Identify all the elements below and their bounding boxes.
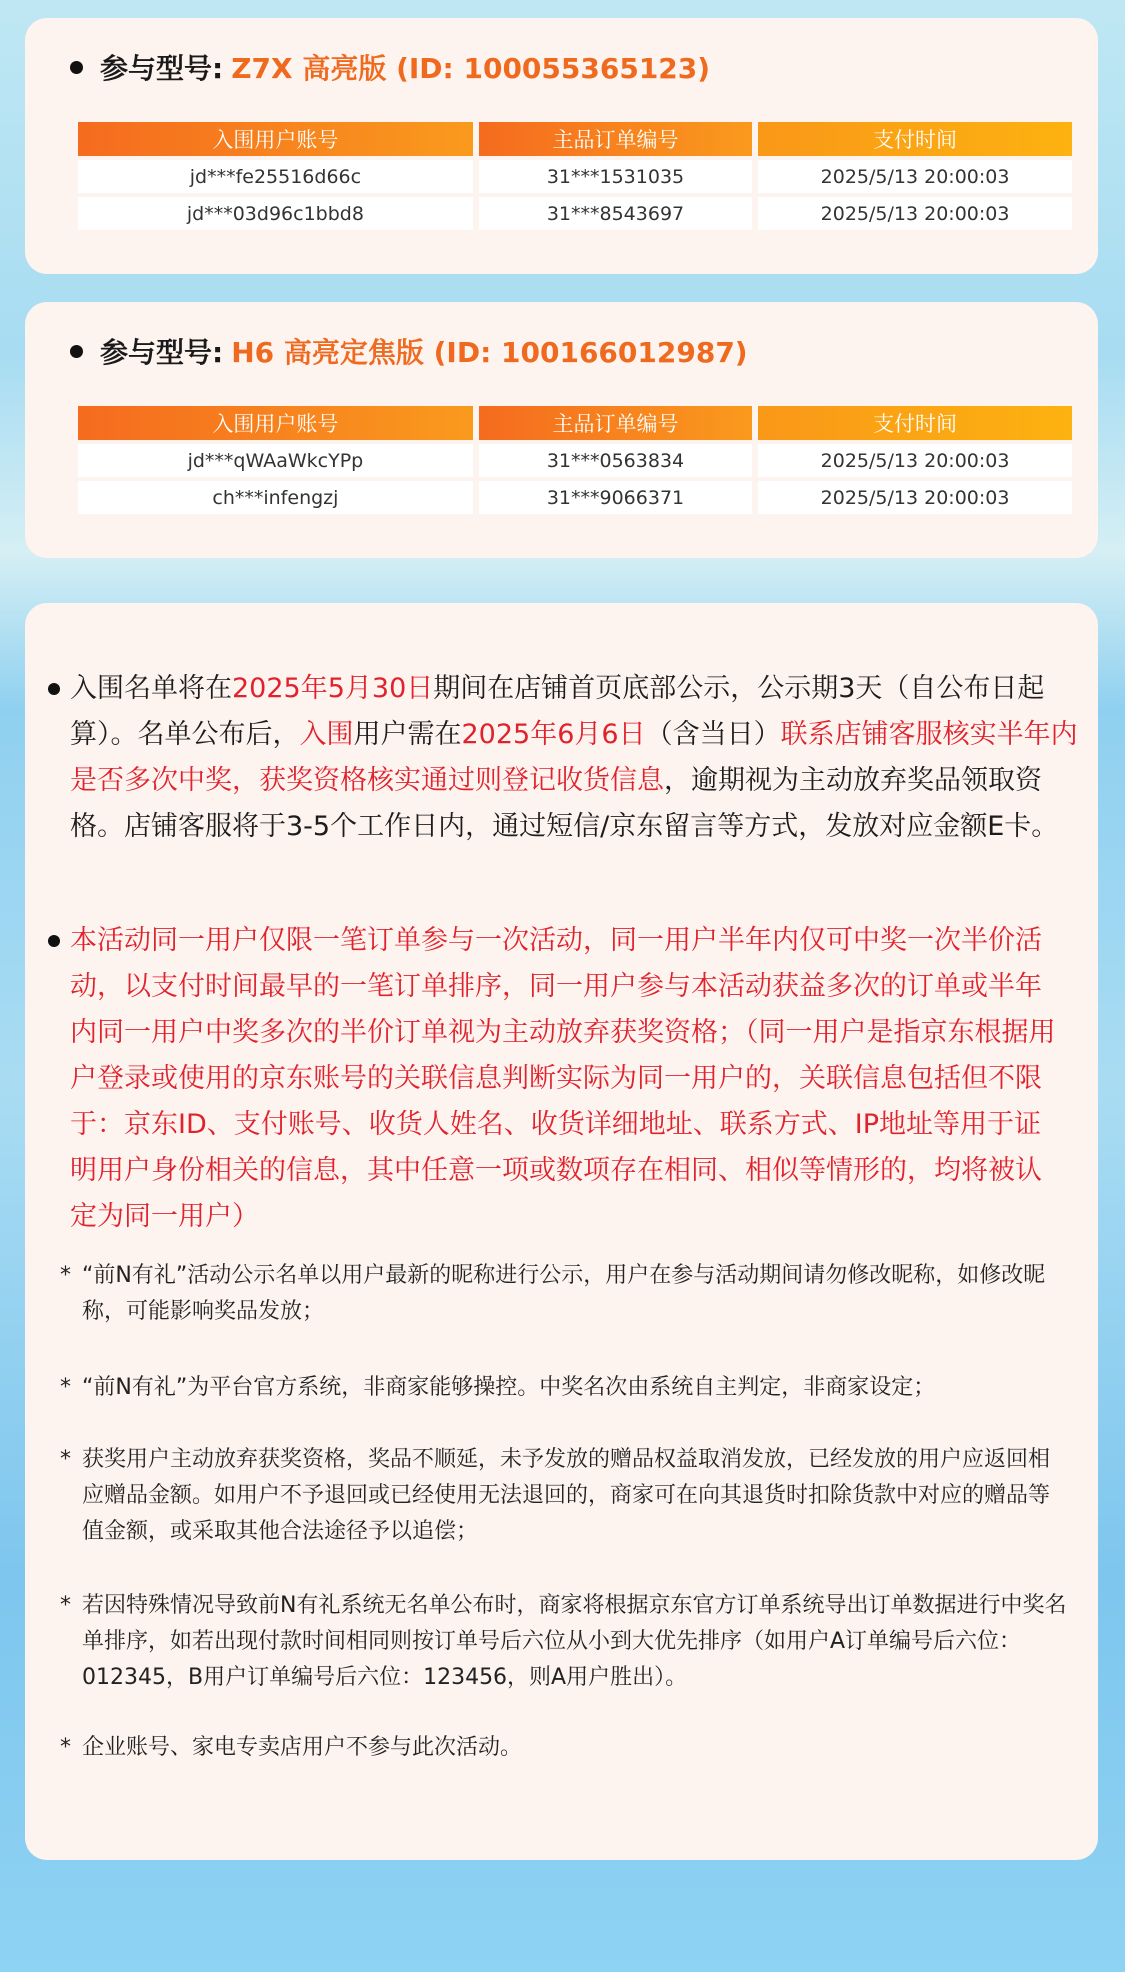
- note-item: [60, 1442, 1070, 1550]
- date-highlight: 2025年6月6日: [461, 719, 646, 750]
- note-text: 企业账号、家电专卖店用户不参与此次活动。: [82, 1735, 523, 1760]
- cell-pay-time: 2025/5/13 20:00:03: [758, 197, 1072, 230]
- note-text: 若因特殊情况导致前N有礼系统无名单公布时，商家将根据京东官方订单系统导出订单数据进行中奖名单排序，如若出现付款时间相同则按订单号后六位从小到大优先排序（如用户A订单编号后六位：012345，B用户订单编号后六位：123456，则A用户胜出）。: [82, 1593, 1067, 1690]
- note-item: [60, 1730, 1070, 1766]
- note-item: [60, 1370, 1070, 1406]
- table-row: [78, 197, 1072, 230]
- rule-text: 入围名单将在2025年5月30日期间在店铺首页底部公示，公示期3天（自公布日起算）。名单公布后，入围用户需在2025年6月6日（含当日）联系店铺客服核实半年内是否多次中奖，获奖资格核实通过则登记收货信息，逾期视为主动放弃奖品领取资格。店铺客服将于3-5个工作日内，通过短信/京东留言等方式，发放对应金额E卡。: [70, 673, 1078, 842]
- asterisk-marker: *: [60, 1447, 71, 1472]
- table-row: [78, 481, 1072, 514]
- bullet-dot: [70, 61, 83, 74]
- table-row: [78, 160, 1072, 193]
- model-label: 参与型号:: [100, 336, 224, 369]
- asterisk-marker: *: [60, 1593, 71, 1618]
- model-label: 参与型号:: [100, 52, 224, 85]
- cell-pay-time: 2025/5/13 20:00:03: [758, 160, 1072, 193]
- cell-pay-time: 2025/5/13 20:00:03: [758, 481, 1072, 514]
- model-heading: [70, 328, 748, 374]
- note-item: [60, 1588, 1070, 1696]
- cell-account: jd***03d96c1bbd8: [78, 197, 473, 230]
- rule-announcement: [50, 666, 1080, 850]
- note-item: [60, 1258, 1070, 1330]
- header-pay-time: 支付时间: [758, 122, 1072, 156]
- cell-order-no: 31***8543697: [479, 197, 752, 230]
- model-value: Z7X 高亮版 (ID: 100055365123): [231, 52, 711, 85]
- cell-account: jd***qWAaWkcYPp: [78, 444, 473, 477]
- header-order-no: 主品订单编号: [479, 122, 752, 156]
- asterisk-marker: *: [60, 1735, 71, 1760]
- cell-account: ch***infengzj: [78, 481, 473, 514]
- cell-account: jd***fe25516d66c: [78, 160, 473, 193]
- bullet-dot: [48, 683, 60, 695]
- rule-text: 本活动同一用户仅限一笔订单参与一次活动，同一用户半年内仅可中奖一次半价活动，以支付时间最早的一笔订单排序，同一用户参与本活动获益多次的订单或半年内同一用户中奖多次的半价订单视为主动放弃获奖资格；（同一用户是指京东根据用户登录或使用的京东账号的关联信息判断实际为同一用户的，关联信息包括但不限于：京东ID、支付账号、收货人姓名、收货详细地址、联系方式、IP地址等用于证明用户身份相关的信息，其中任意一项或数项存在相同、相似等情形的，均将被认定为同一用户）: [70, 925, 1056, 1232]
- cell-order-no: 31***1531035: [479, 160, 752, 193]
- date-highlight: 2025年5月30日: [232, 673, 434, 704]
- note-text: “前N有礼”为平台官方系统，非商家能够操控。中奖名次由系统自主判定，非商家设定；: [82, 1375, 936, 1400]
- header-order-no: 主品订单编号: [479, 406, 752, 440]
- bullet-dot: [70, 345, 83, 358]
- winner-table: [72, 118, 1078, 234]
- cell-pay-time: 2025/5/13 20:00:03: [758, 444, 1072, 477]
- cell-order-no: 31***9066371: [479, 481, 752, 514]
- asterisk-marker: *: [60, 1263, 71, 1288]
- asterisk-marker: *: [60, 1375, 71, 1400]
- model-heading: [70, 44, 710, 90]
- winner-card-z7x: [25, 18, 1098, 274]
- rule-same-user: [50, 918, 1080, 1240]
- header-account: 入围用户账号: [78, 406, 473, 440]
- note-text: 获奖用户主动放弃获奖资格，奖品不顺延，未予发放的赠品权益取消发放，已经发放的用户应返回相应赠品金额。如用户不予退回或已经使用无法退回的，商家可在向其退货时扣除货款中对应的赠品等值金额，或采取其他合法途径予以追偿；: [82, 1447, 1051, 1544]
- header-pay-time: 支付时间: [758, 406, 1072, 440]
- cell-order-no: 31***0563834: [479, 444, 752, 477]
- note-text: “前N有礼”活动公示名单以用户最新的昵称进行公示，用户在参与活动期间请勿修改昵称，如修改昵称，可能影响奖品发放；: [82, 1263, 1046, 1324]
- model-value: H6 高亮定焦版 (ID: 100166012987): [231, 336, 748, 369]
- winner-card-h6: [25, 302, 1098, 558]
- winner-table: [72, 402, 1078, 518]
- bullet-dot: [48, 935, 60, 947]
- header-account: 入围用户账号: [78, 122, 473, 156]
- table-row: [78, 444, 1072, 477]
